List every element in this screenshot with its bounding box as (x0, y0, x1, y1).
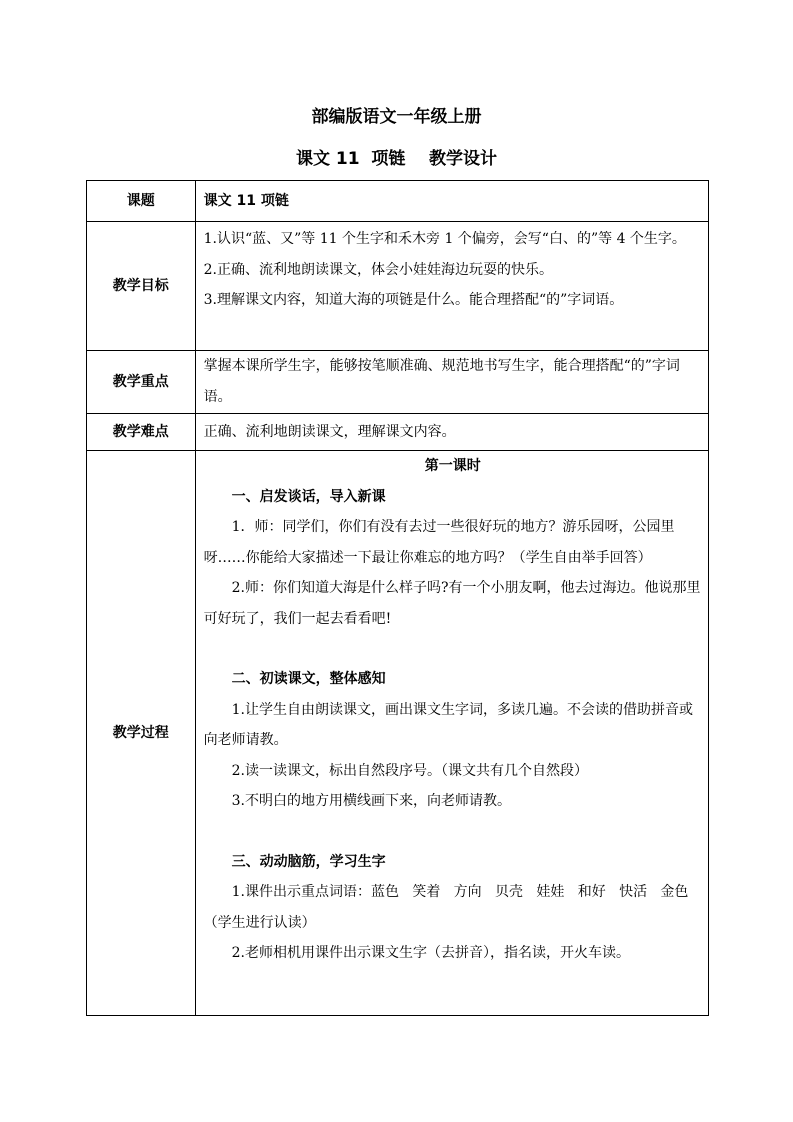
table-row-topic (87, 181, 709, 222)
lesson-plan-table (86, 180, 709, 1016)
difficulties-label: 教学难点 (87, 414, 196, 451)
section-heading: 一、启发谈话，导入新课 (231, 488, 386, 505)
paragraph-gap (204, 817, 702, 847)
table-row-key-points (87, 351, 709, 414)
table-row-goals (87, 222, 709, 351)
key-points-label: 教学重点 (87, 351, 196, 414)
lesson-title: 第一课时 (424, 458, 481, 474)
section-paragraph: 1．师：同学们，你们有没有去过一些很好玩的地方？游乐园呀，公园里呀……你能给大家描述一下最让你难忘的地方吗？（学生自由举手回答） (203, 519, 675, 566)
difficulties-text: 正确、流利地朗读课文，理解课文内容。 (195, 414, 708, 451)
table-row-process (87, 451, 709, 1016)
process-content (195, 451, 708, 1016)
paragraph-gap (204, 634, 702, 664)
goal-item: 3.理解课文内容，知道大海的项链是什么。能合理搭配“的”字词语。 (203, 292, 624, 308)
section-heading: 三、动动脑筋，学习生字 (231, 853, 386, 870)
section-paragraph: 2.老师相机用课件出示课文生字（去拼音），指名读，开火车读。 (231, 945, 630, 961)
section-paragraph: 2.读一读课文，标出自然段序号。（课文共有几个自然段） (231, 762, 588, 779)
goals-content (195, 222, 708, 351)
section-paragraph: 2.师：你们知道大海是什么样子吗?有一个小朋友啊，他去过海边。他说那里可好玩了，我们一起去看看吧! (203, 580, 701, 627)
topic-value: 课文 11 项链 (195, 181, 708, 222)
table-row-difficulties (87, 414, 709, 451)
section-paragraph: 1.课件出示重点词语：蓝色 笑着 方向 贝壳 娃娃 和好 快活 金色（学生进行认读） (203, 884, 689, 931)
key-points-text: 掌握本课所学生字，能够按笔顺准确、规范地书写生字，能合理搭配“的”字词语。 (195, 351, 708, 414)
topic-label: 课题 (87, 181, 196, 222)
goal-item: 2.正确、流利地朗读课文，体会小娃娃海边玩耍的快乐。 (203, 261, 553, 278)
goals-label: 教学目标 (87, 222, 196, 351)
section-paragraph: 3.不明白的地方用横线画下来，向老师请教。 (231, 793, 511, 809)
section-paragraph: 1.让学生自由朗读课文，画出课文生字词，多读几遍。不会读的借助拼音或向老师请教。 (203, 701, 693, 748)
document-subtitle: 课文 11 项链 教学设计 (295, 149, 498, 169)
process-label: 教学过程 (87, 451, 196, 1016)
goal-item: 1.认识“蓝、又”等 11 个生字和禾木旁 1 个偏旁，会写“白、的”等 4 个生字。 (203, 231, 686, 247)
document-title: 部编版语文一年级上册 (311, 107, 482, 127)
section-heading: 二、初读课文，整体感知 (231, 671, 386, 687)
